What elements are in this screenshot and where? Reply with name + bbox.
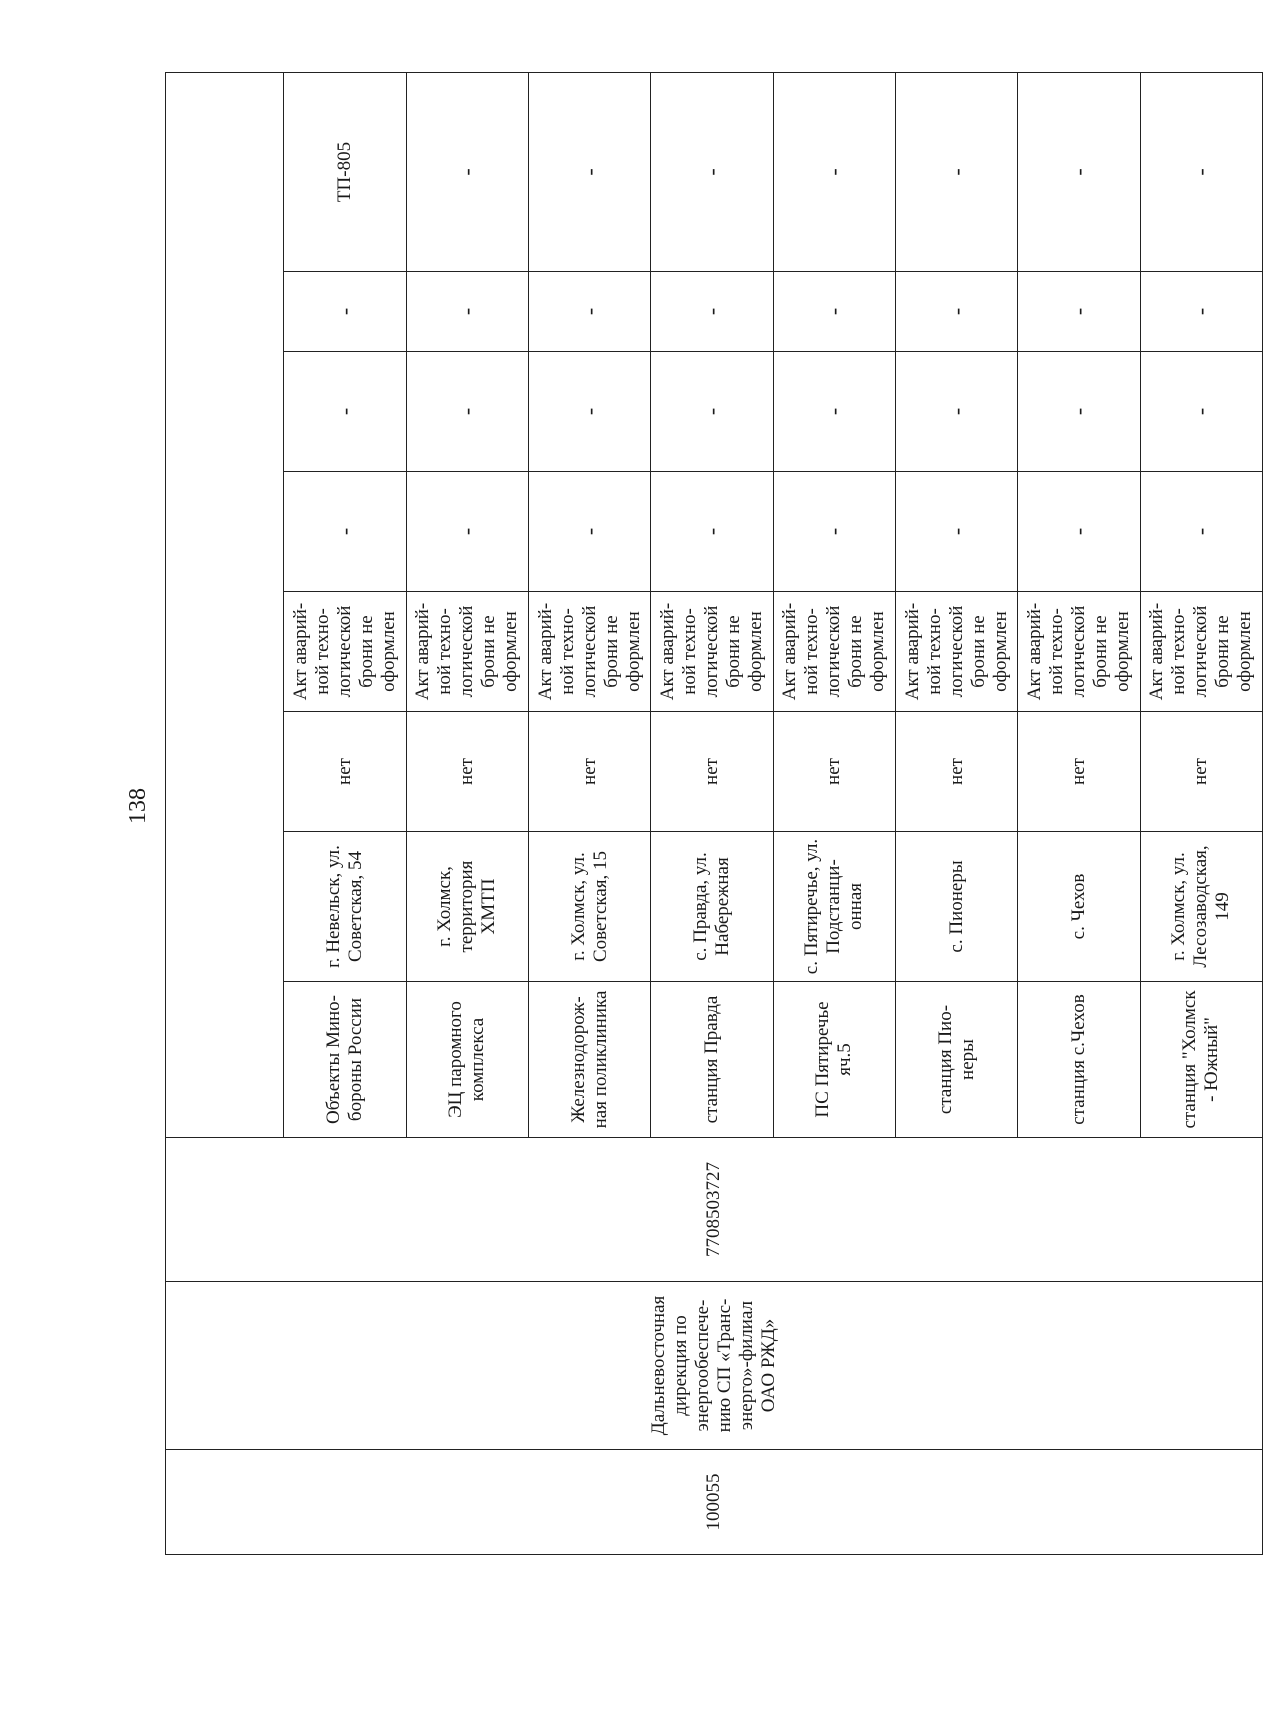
object-cell: станция "Холмск - Южный"	[1140, 982, 1262, 1138]
act-cell: Акт аварий-ной техно-логической брони не оформлен	[651, 592, 773, 712]
value-cell: -	[528, 352, 650, 472]
value-cell: -	[773, 352, 895, 472]
backup-cell: нет	[284, 712, 406, 832]
owner-code-cell: 100055	[166, 1450, 1263, 1555]
table-row	[166, 73, 284, 1555]
value-cell: -	[284, 352, 406, 472]
substation-cell: ТП-805	[284, 73, 406, 272]
address-cell: с. Чехов	[1018, 832, 1140, 982]
act-cell: Акт аварий-ной техно-логической брони не оформлен	[895, 592, 1017, 712]
value-cell: -	[651, 272, 773, 352]
act-cell: Акт аварий-ной техно-логической брони не оформлен	[528, 592, 650, 712]
address-cell: г. Холмск, территория ХМТП	[406, 832, 528, 982]
substation-cell: -	[1018, 73, 1140, 272]
substation-cell: -	[895, 73, 1017, 272]
act-cell: Акт аварий-ной техно-логической брони не оформлен	[1018, 592, 1140, 712]
address-cell: с. Правда, ул. Набережная	[651, 832, 773, 982]
object-cell: ЭЦ паромного комплекса	[406, 982, 528, 1138]
backup-cell: нет	[773, 712, 895, 832]
value-cell: -	[773, 472, 895, 592]
substation-cell: -	[406, 73, 528, 272]
value-cell: -	[284, 272, 406, 352]
address-cell: г. Холмск, ул. Советская, 15	[528, 832, 650, 982]
owner-name-cell: Дальневосточная дирекция по энергообеспече-нию СП «Транс-энерго»-филиал ОАО РЖД»	[166, 1282, 1263, 1450]
act-cell: Акт аварий-ной техно-логической брони не оформлен	[773, 592, 895, 712]
value-cell: -	[1140, 352, 1262, 472]
act-cell: Акт аварий-ной техно-логической брони не оформлен	[406, 592, 528, 712]
owner-inn-cell: 7708503727	[166, 1138, 1263, 1282]
header-spacer-cell	[166, 73, 284, 1138]
value-cell: -	[1140, 272, 1262, 352]
value-cell: -	[406, 352, 528, 472]
backup-cell: нет	[528, 712, 650, 832]
substation-cell: -	[528, 73, 650, 272]
address-cell: с. Пионеры	[895, 832, 1017, 982]
object-cell: станция Правда	[651, 982, 773, 1138]
value-cell: -	[528, 472, 650, 592]
backup-cell: нет	[895, 712, 1017, 832]
value-cell: -	[895, 472, 1017, 592]
substation-cell: -	[773, 73, 895, 272]
value-cell: -	[528, 272, 650, 352]
value-cell: -	[651, 472, 773, 592]
object-cell: Железнодорож-ная поликлиника	[528, 982, 650, 1138]
data-table	[165, 72, 1263, 1555]
value-cell: -	[1018, 352, 1140, 472]
value-cell: -	[284, 472, 406, 592]
value-cell: -	[406, 472, 528, 592]
object-cell: станция с.Чехов	[1018, 982, 1140, 1138]
rotated-table-container	[165, 73, 1263, 1555]
value-cell: -	[651, 352, 773, 472]
backup-cell: нет	[1140, 712, 1262, 832]
value-cell: -	[1018, 272, 1140, 352]
substation-cell: -	[651, 73, 773, 272]
backup-cell: нет	[406, 712, 528, 832]
act-cell: Акт аварий-ной техно-логической брони не оформлен	[1140, 592, 1262, 712]
backup-cell: нет	[651, 712, 773, 832]
address-cell: г. Невельск, ул. Советская, 54	[284, 832, 406, 982]
value-cell: -	[406, 272, 528, 352]
address-cell: с. Пятиречье, ул. Подстанци-онная	[773, 832, 895, 982]
substation-cell: -	[1140, 73, 1262, 272]
value-cell: -	[895, 272, 1017, 352]
backup-cell: нет	[1018, 712, 1140, 832]
value-cell: -	[895, 352, 1017, 472]
address-cell: г. Холмск, ул. Лесозаводская, 149	[1140, 832, 1262, 982]
page-number: 138	[125, 788, 151, 824]
act-cell: Акт аварий-ной техно-логической брони не оформлен	[284, 592, 406, 712]
object-cell: станция Пио-неры	[895, 982, 1017, 1138]
value-cell: -	[773, 272, 895, 352]
object-cell: ПС Пятиречье яч.5	[773, 982, 895, 1138]
value-cell: -	[1140, 472, 1262, 592]
object-cell: Объекты Мино-бороны России	[284, 982, 406, 1138]
value-cell: -	[1018, 472, 1140, 592]
